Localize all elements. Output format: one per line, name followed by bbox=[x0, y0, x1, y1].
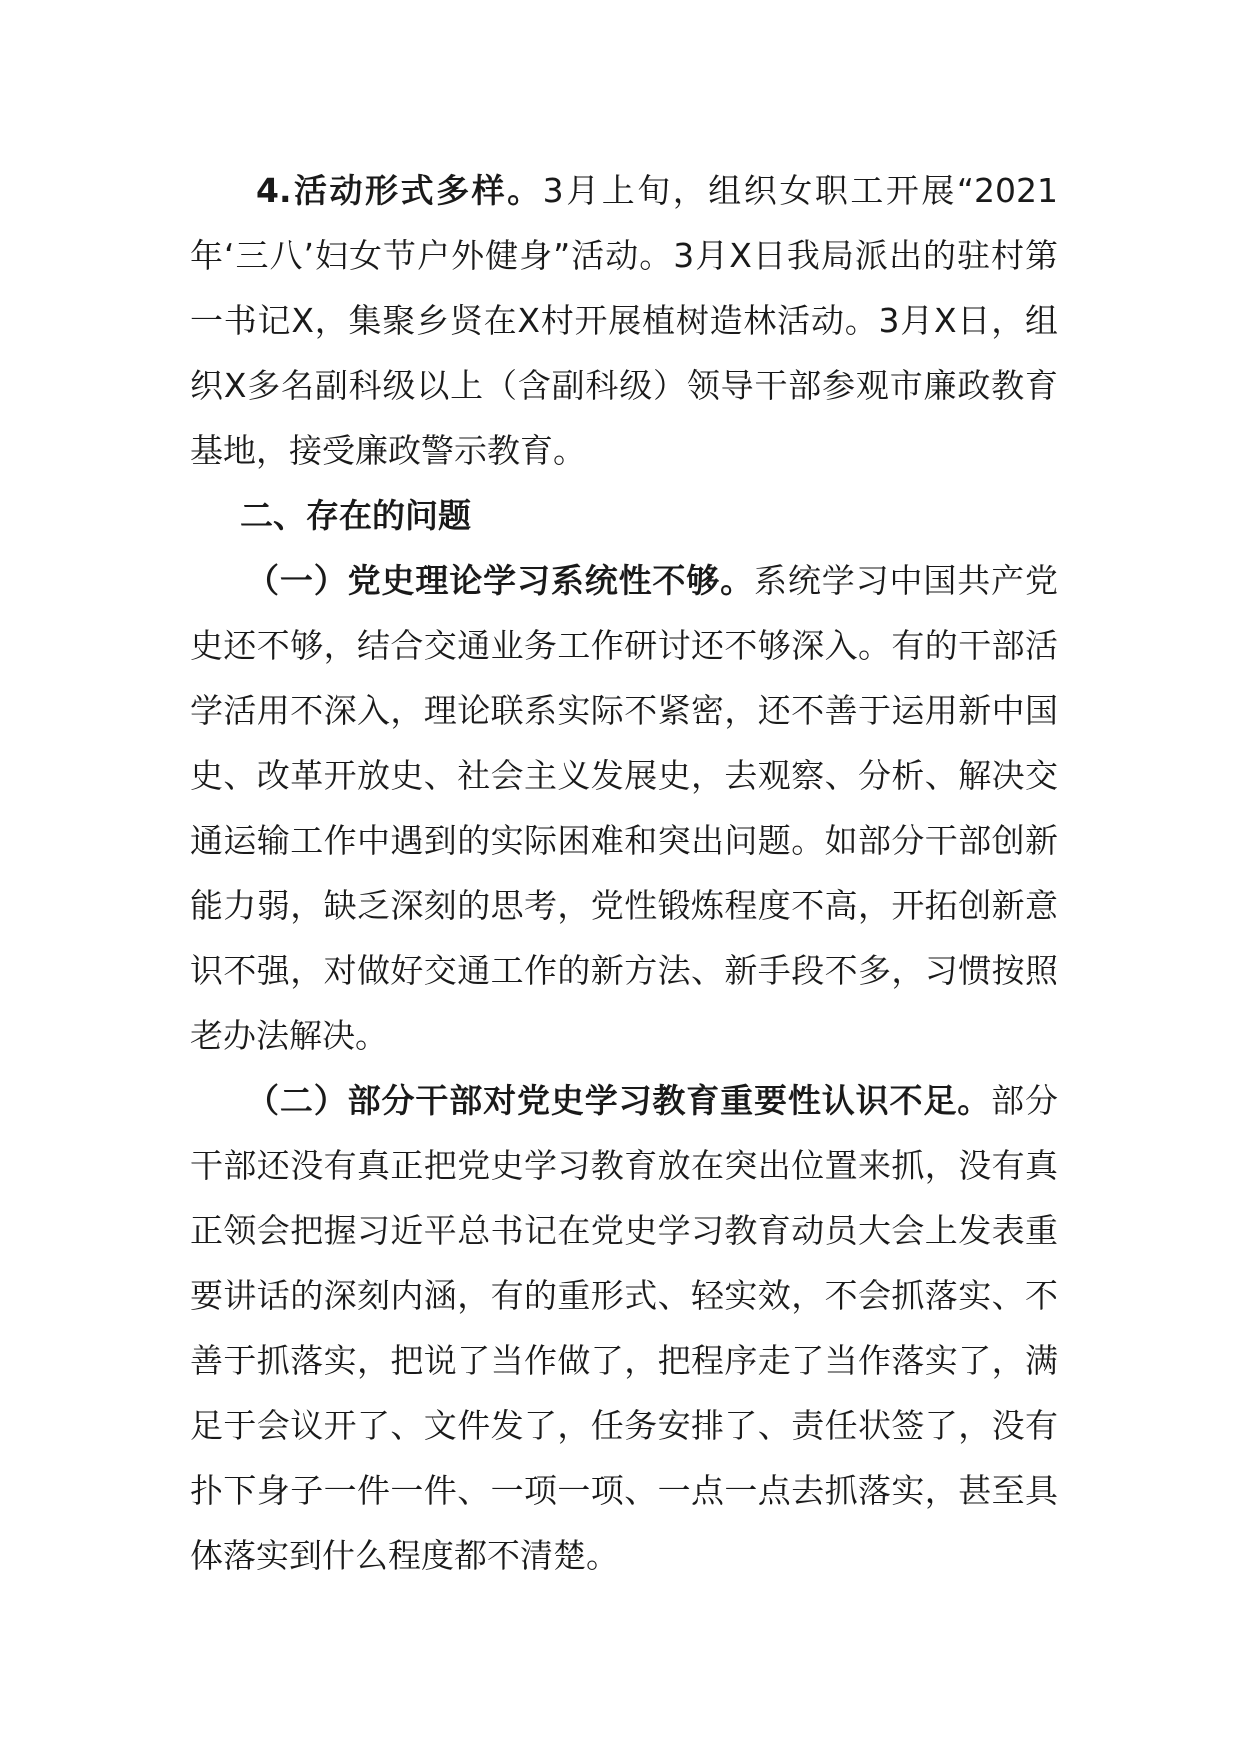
paragraph-issue-2 bbox=[190, 1068, 1058, 1588]
paragraph-lead: 4.活动形式多样。 bbox=[256, 171, 543, 210]
paragraph-body: 3月上旬，组织女职工开展“2021年‘三八’妇女节户外健身”活动。3月X日我局派出的驻村第一书记X，集聚乡贤在X村开展植树造林活动。3月X日，组织X多名副科级以上（含副科级）领导干部参观市廉政教育基地，接受廉政警示教育。 bbox=[190, 171, 1058, 470]
paragraph-issue-1 bbox=[190, 548, 1058, 1068]
document-page bbox=[190, 158, 1058, 1588]
paragraph-lead: （一）党史理论学习系统性不够。 bbox=[246, 561, 755, 600]
paragraph-activities bbox=[190, 158, 1058, 483]
paragraph-body: 部分干部还没有真正把党史学习教育放在突出位置来抓，没有真正领会把握习近平总书记在党史学习教育动员大会上发表重要讲话的深刻内涵，有的重形式、轻实效，不会抓落实、不善于抓落实，把说了当作做了，把程序走了当作落实了，满足于会议开了、文件发了，任务安排了、责任状签了，没有扑下身子一件一件、一项一项、一点一点去抓落实，甚至具体落实到什么程度都不清楚。 bbox=[190, 1081, 1059, 1575]
paragraph-lead: （二）部分干部对党史学习教育重要性认识不足。 bbox=[246, 1081, 992, 1120]
paragraph-body: 系统学习中国共产党史还不够，结合交通业务工作研讨还不够深入。有的干部活学活用不深入，理论联系实际不紧密，还不善于运用新中国史、改革开放史、社会主义发展史，去观察、分析、解决交通运输工作中遇到的实际困难和突出问题。如部分干部创新能力弱，缺乏深刻的思考，党性锻炼程度不高，开拓创新意识不强，对做好交通工作的新方法、新手段不多，习惯按照老办法解决。 bbox=[190, 561, 1059, 1055]
section-heading: 二、存在的问题 bbox=[240, 496, 471, 535]
